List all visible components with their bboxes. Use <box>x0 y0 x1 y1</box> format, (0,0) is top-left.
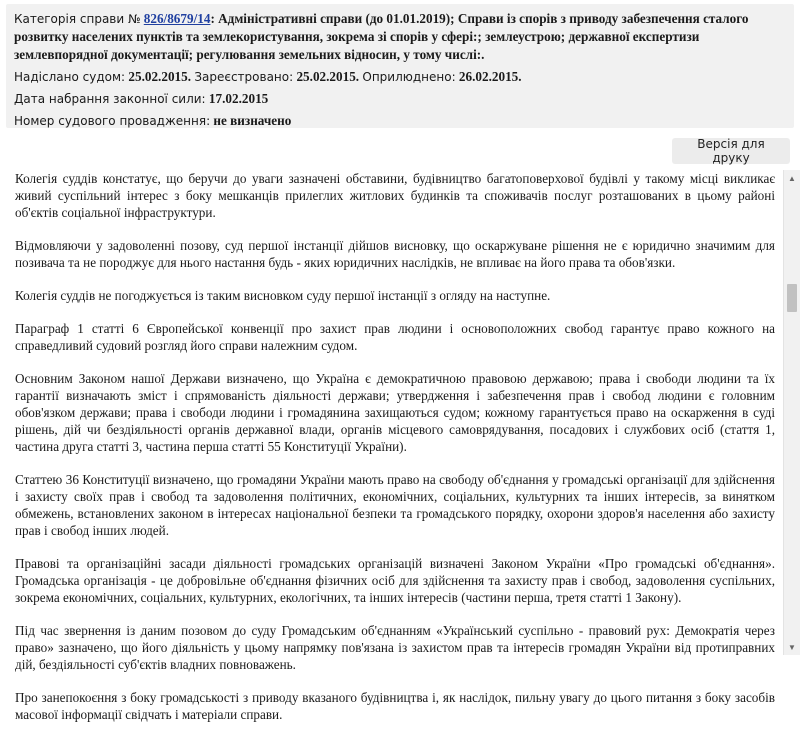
document-paragraph: Правові та організаційні засади діяльності громадських організацій визначені Законом України «Про громадські об'єднання». Громадська організація - це добровільне об'єднання фізичних осіб для здійснення та захисту прав і свобод, задоволення суспільних, зокрема економічних, соціальних, культурних, екологічних, та інших інтересів (частини перша, третя статті 1 Закону). <box>15 556 775 605</box>
scroll-up-icon[interactable]: ▲ <box>788 173 796 183</box>
document-scrollbar[interactable] <box>783 170 800 655</box>
document-paragraph: Статтею 36 Конституції визначено, що громадяни України мають право на свободу об'єднання у громадські організації для здійснення і захисту своїх прав і свобод та задоволення політичних, економічних, соціальних, культурних та інших інтересів, за винятком обмежень, встановлених законом в інтересах національної безпеки та громадського порядку, охорони здоров'я населення або захисту прав і свобод інших людей. <box>15 472 775 538</box>
document-paragraph: Колегія суддів не погоджується із таким висновком суду першої інстанції з огляду на наступне. <box>15 288 551 303</box>
published-label: Оприлюднено: <box>362 70 456 84</box>
print-version-button[interactable]: Версія для друку <box>672 138 790 164</box>
document-paragraph: Колегія суддів констатує, що беручи до уваги зазначені обставини, будівництво багатоповерхової будівлі у такому місці викликає живий суспільний інтерес з боку мешканців прилеглих житлових будинків та споживачів послуг розташованих в цьому районі об'єктів соціальної інфраструктури. <box>15 171 775 220</box>
sent-label: Надіслано судом: <box>14 70 126 84</box>
case-category-row <box>14 10 786 64</box>
registered-value: 25.02.2015. <box>296 69 360 84</box>
document-text <box>15 170 775 739</box>
proceeding-label: Номер судового провадження: <box>14 114 211 128</box>
category-text: : Адміністративні справи (до 01.01.2019); Справи із спорів з приводу забезпечення сталого розвитку населених пунктів та землекористування, зокрема зі спорів у сфері:; землеустрою; державної експертизи землевпорядної документації; регулювання земельних відносин, у тому числі:. <box>14 11 749 62</box>
effective-value: 17.02.2015 <box>208 91 269 106</box>
case-number-link[interactable]: 826/8679/14 <box>143 11 211 26</box>
case-info-panel <box>6 4 794 128</box>
category-label: Категорія справи № <box>14 12 141 26</box>
effective-date-row <box>14 90 786 108</box>
document-frame <box>0 170 800 722</box>
published-value: 26.02.2015. <box>458 69 522 84</box>
document-paragraph: Параграф 1 статті 6 Європейської конвенції про захист прав людини і основоположних свобод гарантує право кожного на справедливий судовий розгляд його справи належним судом. <box>15 321 775 353</box>
document-paragraph: Про занепокоєння з боку громадськості з приводу вказаного будівництва і, як наслідок, пильну увагу до цього питання з боку засобів масової інформації свідчать і матеріали справи. <box>15 690 775 722</box>
document-paragraph: Під час звернення із даним позовом до суду Громадським об'єднанням «Український суспільно - правовий рух: Демократія через право» зазначено, що його діяльність у цьому напрямку пов'язана із захистом прав та інтересів громадян України від протиправних дій, бездіяльності суб'єктів владних повноважень. <box>15 623 775 672</box>
document-paragraph: Відмовляючи у задоволенні позову, суд першої інстанції дійшов висновку, що оскаржуване рішення не є юридично значимим для позивача та не породжує для нього настання будь - яких юридичних наслідків, не впливає на його права та обов'язки. <box>15 238 775 270</box>
dates-row <box>14 68 786 86</box>
registered-label: Зареєстровано: <box>194 70 294 84</box>
document-paragraph: Основним Законом нашої Держави визначено, що Україна є демократичною правовою державою; права і свободи людини та їх гарантії визначають зміст і спрямованість діяльності держави; утвердження і забезпечення прав і свобод людини є головним обов'язком держави; права і свободи людини і громадянина захищаються судом; кожному гарантується право на оскарження в суді рішень, дій чи бездіяльності органів державної влади, органів місцевого самоврядування, посадових і службових осіб (стаття 1, частина друга статті 3, частина перша статті 55 Конституції України). <box>15 371 775 454</box>
proceeding-value: не визначено <box>213 113 292 128</box>
proceeding-row <box>14 112 786 130</box>
sent-value: 25.02.2015. <box>128 69 192 84</box>
scroll-down-icon[interactable]: ▼ <box>788 642 796 652</box>
effective-label: Дата набрання законної сили: <box>14 92 206 106</box>
scroll-thumb[interactable] <box>787 284 797 312</box>
